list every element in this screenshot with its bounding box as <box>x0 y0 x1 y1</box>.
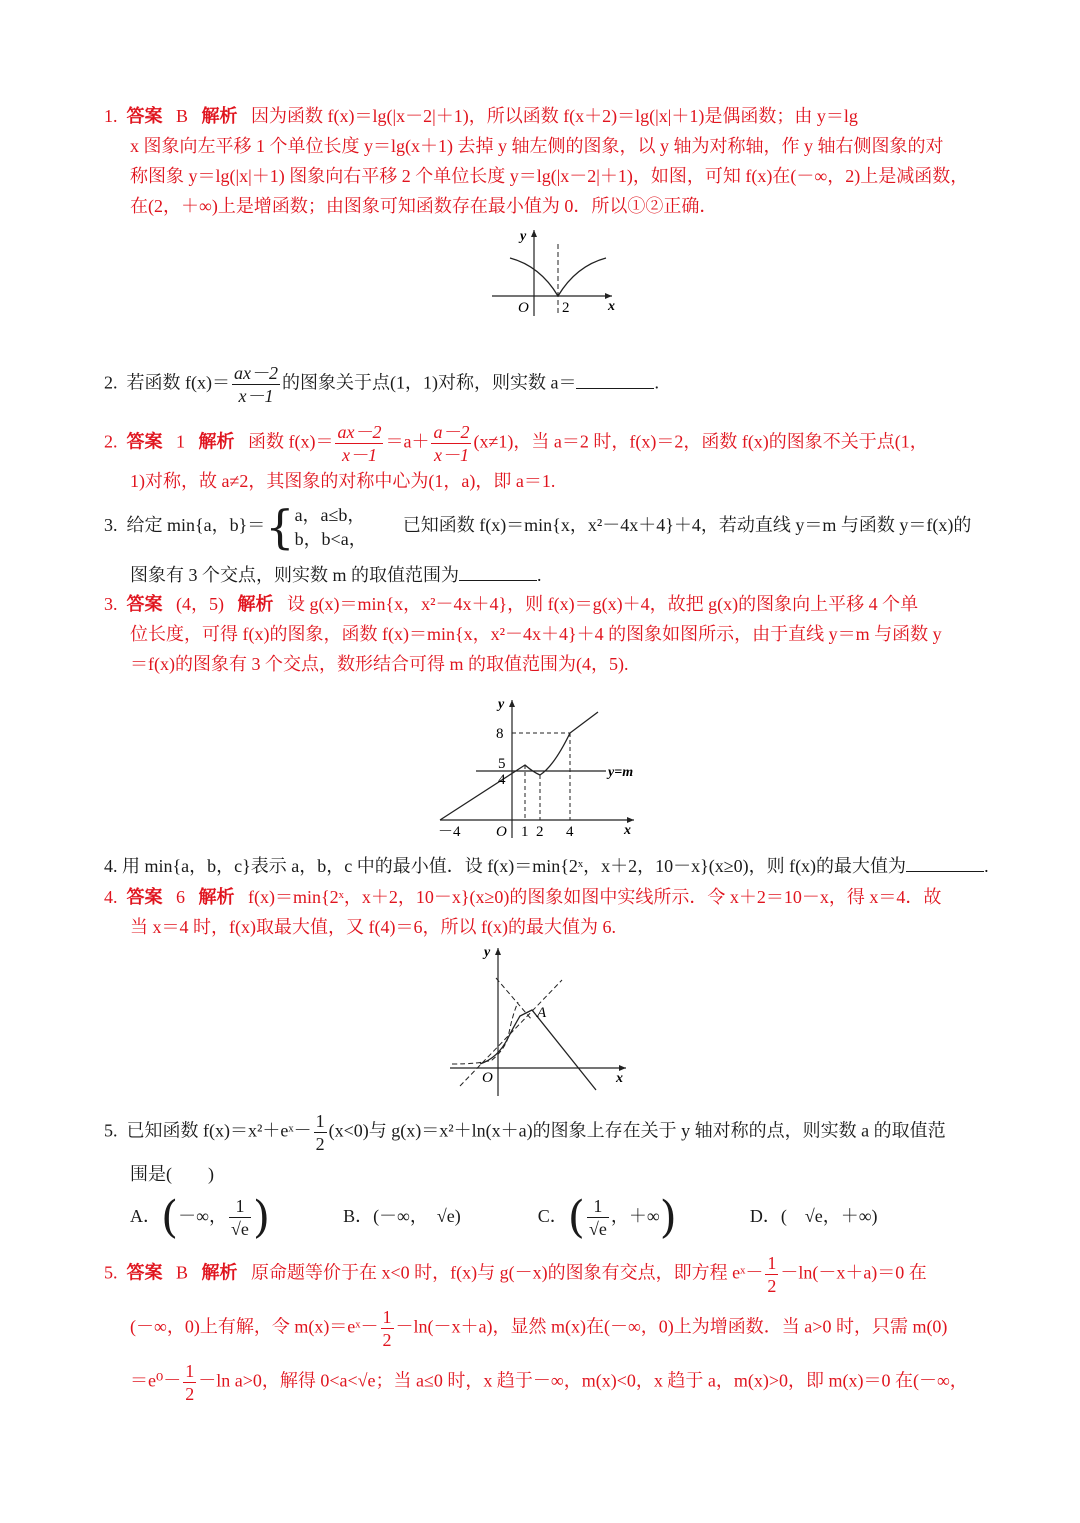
question-text: 已知函数 f(x)＝min{x，x²－4x＋4}＋4，若动直线 y＝m 与函数 y＝f(x)的 <box>402 515 972 535</box>
min-curve <box>440 712 598 820</box>
fraction-denominator: x－1 <box>341 445 377 465</box>
fraction-numerator: 1 <box>382 1307 392 1327</box>
answer-3-line-1 <box>104 592 918 616</box>
fraction-half <box>183 1360 196 1405</box>
fraction-denominator: 2 <box>315 1134 325 1154</box>
analysis-text: 因为函数 f(x)＝lg(|x－2|＋1)，所以函数 f(x＋2)＝lg(|x|＋1)是偶函数；由 y＝lg <box>251 106 858 126</box>
solid-min-curve <box>480 1010 596 1090</box>
fraction-numerator: 1 <box>767 1253 777 1273</box>
analysis-text: (－∞，0)上有解，令 m(x)＝eˣ－ <box>130 1316 379 1337</box>
fraction-numerator: 1 <box>229 1195 251 1218</box>
answer-1-line-3: 称图象 y＝lg(|x|＋1) 图象向右平移 2 个单位长度 y＝lg(|x－2|＋1)，如图，可知 f(x)在(－∞，2)上是减函数， <box>130 166 969 186</box>
analysis-text: －ln a>0，解得 0<a<√e；当 a≤0 时，x 趋于－∞，m(x)<0，x 趋于 a，m(x)>0，即 m(x)＝0 在(－∞， <box>198 1370 968 1391</box>
item-number: 2. <box>104 431 118 452</box>
option-a-value: －∞， <box>178 1206 228 1226</box>
answer-1-line-2: x 图象向左平移 1 个单位长度 y＝lg(x＋1) 去掉 y 轴左侧的图象，以 y 轴为对称轴，作 y 轴右侧图象的对 <box>130 136 944 156</box>
fraction-denominator: 2 <box>382 1330 392 1350</box>
fraction-denominator: x－1 <box>433 445 469 465</box>
answer-value: 1 <box>176 431 185 452</box>
analysis-label: 解析 <box>198 887 235 907</box>
answer-5-line-1 <box>104 1252 927 1297</box>
analysis-text: 设 g(x)＝min{x，x²－4x＋4}，则 f(x)＝g(x)＋4，故把 g(x)的图象向上平移 4 个单 <box>287 594 919 614</box>
fraction <box>232 362 280 407</box>
analysis-label: 解析 <box>237 594 274 614</box>
figure-1-log-graph <box>488 224 628 320</box>
option-c-value: ，＋∞ <box>610 1206 660 1226</box>
figure-3-min-graph <box>436 692 646 842</box>
answer-label: 答案 <box>126 106 163 126</box>
question-text: 的图象关于点(1，1)对称，则实数 a＝ <box>281 372 577 393</box>
question-5-line-2: 围是( ) <box>130 1164 214 1184</box>
analysis-text: －ln(－x＋a)，显然 m(x)在(－∞，0)上为增函数．当 a>0 时，只需 m(0) <box>395 1316 948 1337</box>
tick-1: 1 <box>521 824 529 840</box>
question-end: . <box>537 565 542 585</box>
case-2: b，b<a， <box>294 528 367 549</box>
answer-blank <box>906 855 984 872</box>
answer-2-line-2: 1)对称，故 a≠2，其图象的对称中心为(1，a)，即 a＝1. <box>130 471 556 491</box>
answer-1-line-1 <box>104 104 858 128</box>
y-arrow <box>509 700 515 707</box>
answer-value: B <box>176 1262 189 1283</box>
question-text: 用 min{a，b，c}表示 a，b，c 中的最小值．设 f(x)＝min{2ˣ，x＋2，10－x}(x≥0)，则 f(x)的最大值为 <box>122 856 907 876</box>
answer-3-line-2: 位长度，可得 f(x)的图象，函数 f(x)＝min{x，x²－4x＋4}＋4 的图象如图所示，由于直线 y＝m 与函数 y <box>130 624 942 644</box>
tick-5: 5 <box>498 756 506 772</box>
item-number: 5. <box>104 1262 118 1283</box>
fraction-numerator: ax－2 <box>233 363 278 383</box>
item-number: 1. <box>104 106 118 126</box>
fraction-denominator: 2 <box>767 1276 777 1296</box>
answer-value: 6 <box>176 887 185 907</box>
answer-3-line-3: ＝f(x)的图象有 3 个交点，数形结合可得 m 的取值范围为(4，5). <box>130 654 629 674</box>
fraction-denominator: 2 <box>185 1384 195 1404</box>
line-y-m-label: y=m <box>608 765 634 780</box>
fraction <box>335 421 383 466</box>
answer-blank <box>459 564 537 581</box>
analysis-text: 原命题等价于在 x<0 时，f(x)与 g(－x)的图象有交点，即方程 eˣ－ <box>251 1262 764 1283</box>
option-a-fraction <box>229 1195 251 1240</box>
bracket-left: ( <box>161 1191 179 1243</box>
tick-4-x: 4 <box>566 824 574 840</box>
case-1: a，a≤b， <box>294 504 366 525</box>
analysis-text: ＝e⁰－ <box>130 1370 182 1391</box>
question-text: 若函数 f(x)＝ <box>126 372 230 393</box>
origin-label: O <box>518 300 529 316</box>
question-2 <box>104 362 659 407</box>
answer-4-line-1 <box>104 885 941 909</box>
item-number: 3. <box>104 515 118 535</box>
y-label: y <box>520 229 527 244</box>
tick-8: 8 <box>496 726 504 742</box>
y-label: y <box>484 945 491 960</box>
dashed-2-pow-x <box>452 1002 518 1064</box>
x-label: x <box>616 1071 623 1086</box>
fraction-denominator: x－1 <box>238 386 274 406</box>
bracket-left: ( <box>567 1191 585 1243</box>
fraction-numerator: a－2 <box>433 422 470 442</box>
analysis-text: －ln(－x＋a)＝0 在 <box>780 1262 927 1283</box>
tick-2: 2 <box>536 824 544 840</box>
fraction-denominator: √e <box>231 1219 249 1240</box>
bracket-right: ) <box>252 1191 271 1243</box>
point-a-label: A <box>537 1005 547 1021</box>
answer-5-line-2 <box>130 1306 947 1351</box>
item-number: 4. <box>104 856 118 876</box>
question-5 <box>104 1110 946 1155</box>
answer-blank <box>576 372 654 389</box>
answer-4-line-2: 当 x＝4 时，f(x)取最大值，又 f(4)＝6，所以 f(x)的最大值为 6. <box>130 917 616 937</box>
fraction-half <box>314 1110 327 1155</box>
question-5-options <box>130 1191 878 1243</box>
option-b[interactable]: B．(－∞， √e) <box>343 1206 461 1226</box>
fraction-half <box>765 1252 778 1297</box>
figure-4-min-graph <box>446 940 636 1100</box>
bracket-right: ) <box>659 1191 677 1243</box>
question-text: 已知函数 f(x)＝x²＋eˣ－ <box>126 1120 312 1141</box>
item-number: 2. <box>104 372 118 393</box>
analysis-text: (x≠1)，当 a＝2 时，f(x)＝2，函数 f(x)的图象不关于点(1， <box>473 431 928 452</box>
option-c-fraction <box>587 1195 609 1240</box>
question-3-line-2 <box>130 563 542 587</box>
fraction-numerator: 1 <box>185 1361 195 1381</box>
question-text: 给定 min{a，b}＝ <box>126 515 266 535</box>
analysis-text: f(x)＝min{2ˣ，x＋2，10－x}(x≥0)的图象如图中实线所示．令 x＋2＝10－x，得 x＝4．故 <box>248 887 942 907</box>
question-text: (x<0)与 g(x)＝x²＋ln(x＋a)的图象上存在关于 y 轴对称的点，则实数 a 的取值范 <box>328 1120 946 1141</box>
fraction-half <box>381 1306 394 1351</box>
fraction-numerator: ax－2 <box>337 422 382 442</box>
origin-label: O <box>496 824 507 840</box>
y-label: y <box>498 697 505 712</box>
analysis-label: 解析 <box>198 431 235 452</box>
option-c[interactable] <box>537 1191 677 1243</box>
brace-symbol: { <box>265 499 295 554</box>
question-3 <box>104 499 972 554</box>
analysis-label: 解析 <box>201 1262 238 1283</box>
question-4 <box>104 854 989 878</box>
item-number: 5. <box>104 1120 118 1141</box>
question-text: 图象有 3 个交点，则实数 m 的取值范围为 <box>130 565 459 585</box>
answer-5-line-3 <box>130 1360 968 1405</box>
answer-label: 答案 <box>126 1262 163 1283</box>
y-arrow <box>495 948 501 955</box>
option-c-label: C． <box>537 1206 568 1226</box>
answer-label: 答案 <box>126 594 163 614</box>
tick-2: 2 <box>562 300 570 316</box>
fraction-numerator: 1 <box>315 1111 325 1131</box>
option-a[interactable] <box>130 1191 271 1243</box>
analysis-label: 解析 <box>201 106 238 126</box>
answer-value: B <box>176 106 189 126</box>
answer-2-line-1 <box>104 421 928 466</box>
answer-1-line-4: 在(2，＋∞)上是增函数；由图象可知函数存在最小值为 0．所以①②正确． <box>130 196 718 216</box>
piecewise-cases <box>295 503 367 551</box>
fraction-numerator: 1 <box>587 1195 609 1218</box>
option-a-label: A． <box>130 1206 161 1226</box>
x-label: x <box>624 823 631 838</box>
item-number: 3. <box>104 594 118 614</box>
answer-label: 答案 <box>126 431 163 452</box>
option-d[interactable]: D．( √e，＋∞) <box>749 1206 878 1226</box>
tick-minus-4: －4 <box>438 824 461 840</box>
analysis-text: ＝a＋ <box>385 431 430 452</box>
analysis-text: 函数 f(x)＝ <box>248 431 334 452</box>
answer-label: 答案 <box>126 887 163 907</box>
y-arrow <box>531 230 537 237</box>
fraction <box>431 421 471 466</box>
tick-4: 4 <box>498 772 506 788</box>
question-end: . <box>984 856 989 876</box>
fraction-denominator: √e <box>588 1219 607 1240</box>
answer-value: (4，5) <box>176 594 224 614</box>
origin-label: O <box>482 1070 493 1086</box>
question-end: . <box>654 372 659 393</box>
item-number: 4. <box>104 887 118 907</box>
x-label: x <box>608 299 615 314</box>
